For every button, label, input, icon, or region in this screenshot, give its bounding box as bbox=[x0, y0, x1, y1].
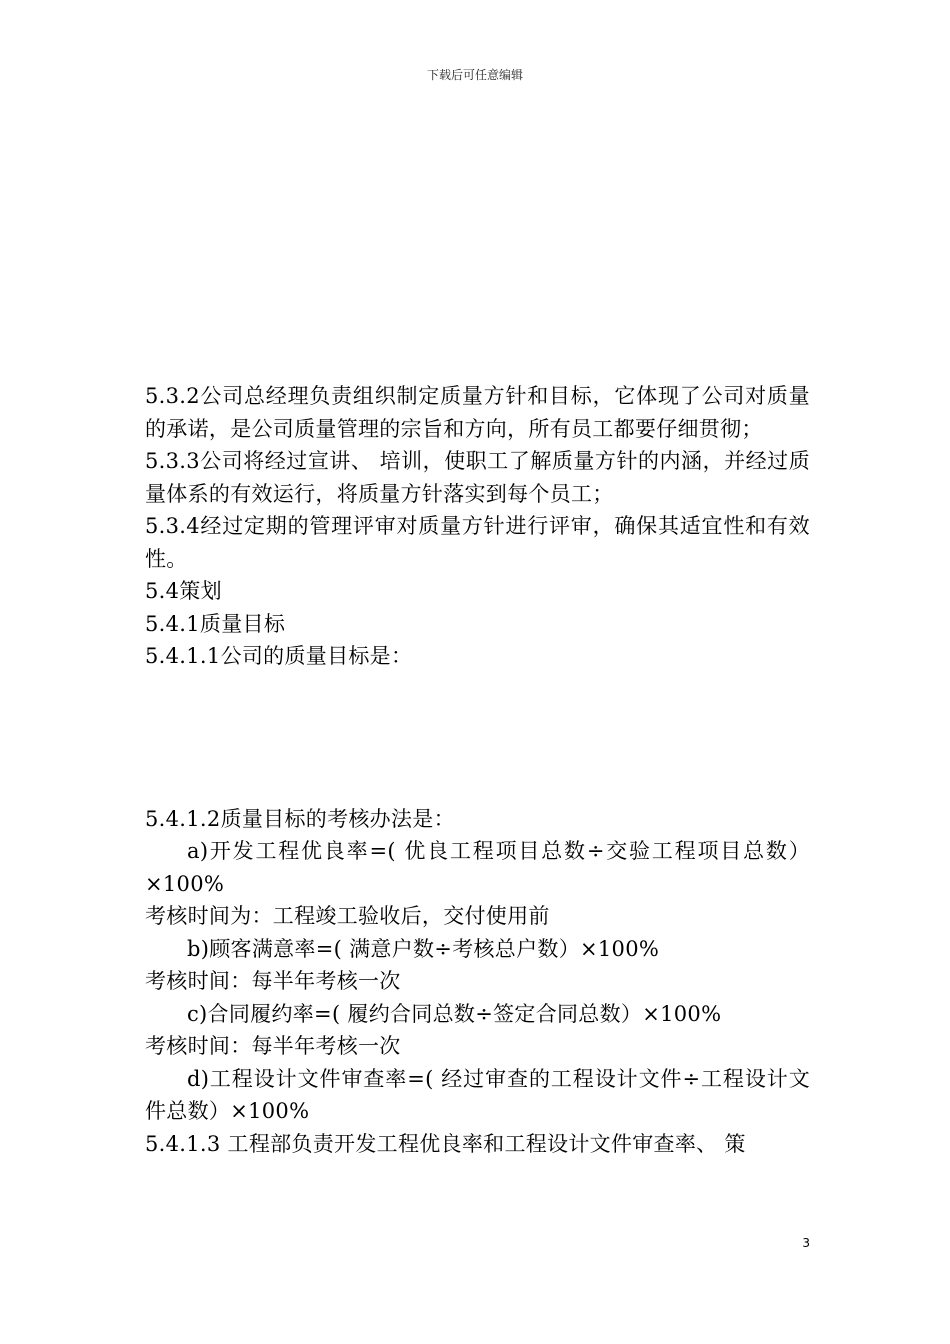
item-c-time: 考核时间：每半年考核一次 bbox=[145, 1034, 401, 1058]
item-b: b)顾客满意率=( 满意户数÷考核总户数）×100% bbox=[187, 936, 660, 961]
paragraph-5-3-3: 5.3.3公司将经过宣讲、 培训，使职工了解质量方针的内涵，并经过质量体系的有效运行，将质量方针落实到每个员工； bbox=[145, 449, 810, 506]
item-a: a)开发工程优良率=( 优良工程项目总数÷交验工程项目总数）×100% bbox=[145, 839, 810, 896]
page-number: 3 bbox=[802, 1236, 810, 1250]
paragraph-5-4-1-1: 5.4.1.1公司的质量目标是： bbox=[145, 644, 413, 668]
page-header: 下载后可任意编辑 bbox=[426, 68, 523, 82]
document-body bbox=[145, 380, 810, 1160]
paragraph-5-4-1-2: 5.4.1.2质量目标的考核办法是： bbox=[145, 806, 455, 831]
item-c: c)合同履约率=( 履约合同总数÷签定合同总数）×100% bbox=[187, 1001, 722, 1026]
item-d: d)工程设计文件审查率=( 经过审查的工程设计文件÷工程设计文件总数）×100% bbox=[145, 1066, 810, 1123]
item-b-time: 考核时间：每半年考核一次 bbox=[145, 969, 401, 993]
blank-space bbox=[145, 673, 810, 803]
paragraph-5-3-2: 5.3.2公司总经理负责组织制定质量方针和目标，它体现了公司对质量的承诺，是公司质量管理的宗旨和方向，所有员工都要仔细贯彻； bbox=[145, 384, 810, 441]
item-a-time: 考核时间为：工程竣工验收后，交付使用前 bbox=[145, 904, 550, 928]
heading-5-4: 5.4策划 bbox=[145, 579, 222, 603]
paragraph-5-4-1-3: 5.4.1.3 工程部负责开发工程优良率和工程设计文件审查率、 策 bbox=[145, 1131, 746, 1156]
heading-5-4-1: 5.4.1质量目标 bbox=[145, 611, 286, 636]
paragraph-5-3-4: 5.3.4经过定期的管理评审对质量方针进行评审，确保其适宜性和有效性。 bbox=[145, 514, 810, 571]
